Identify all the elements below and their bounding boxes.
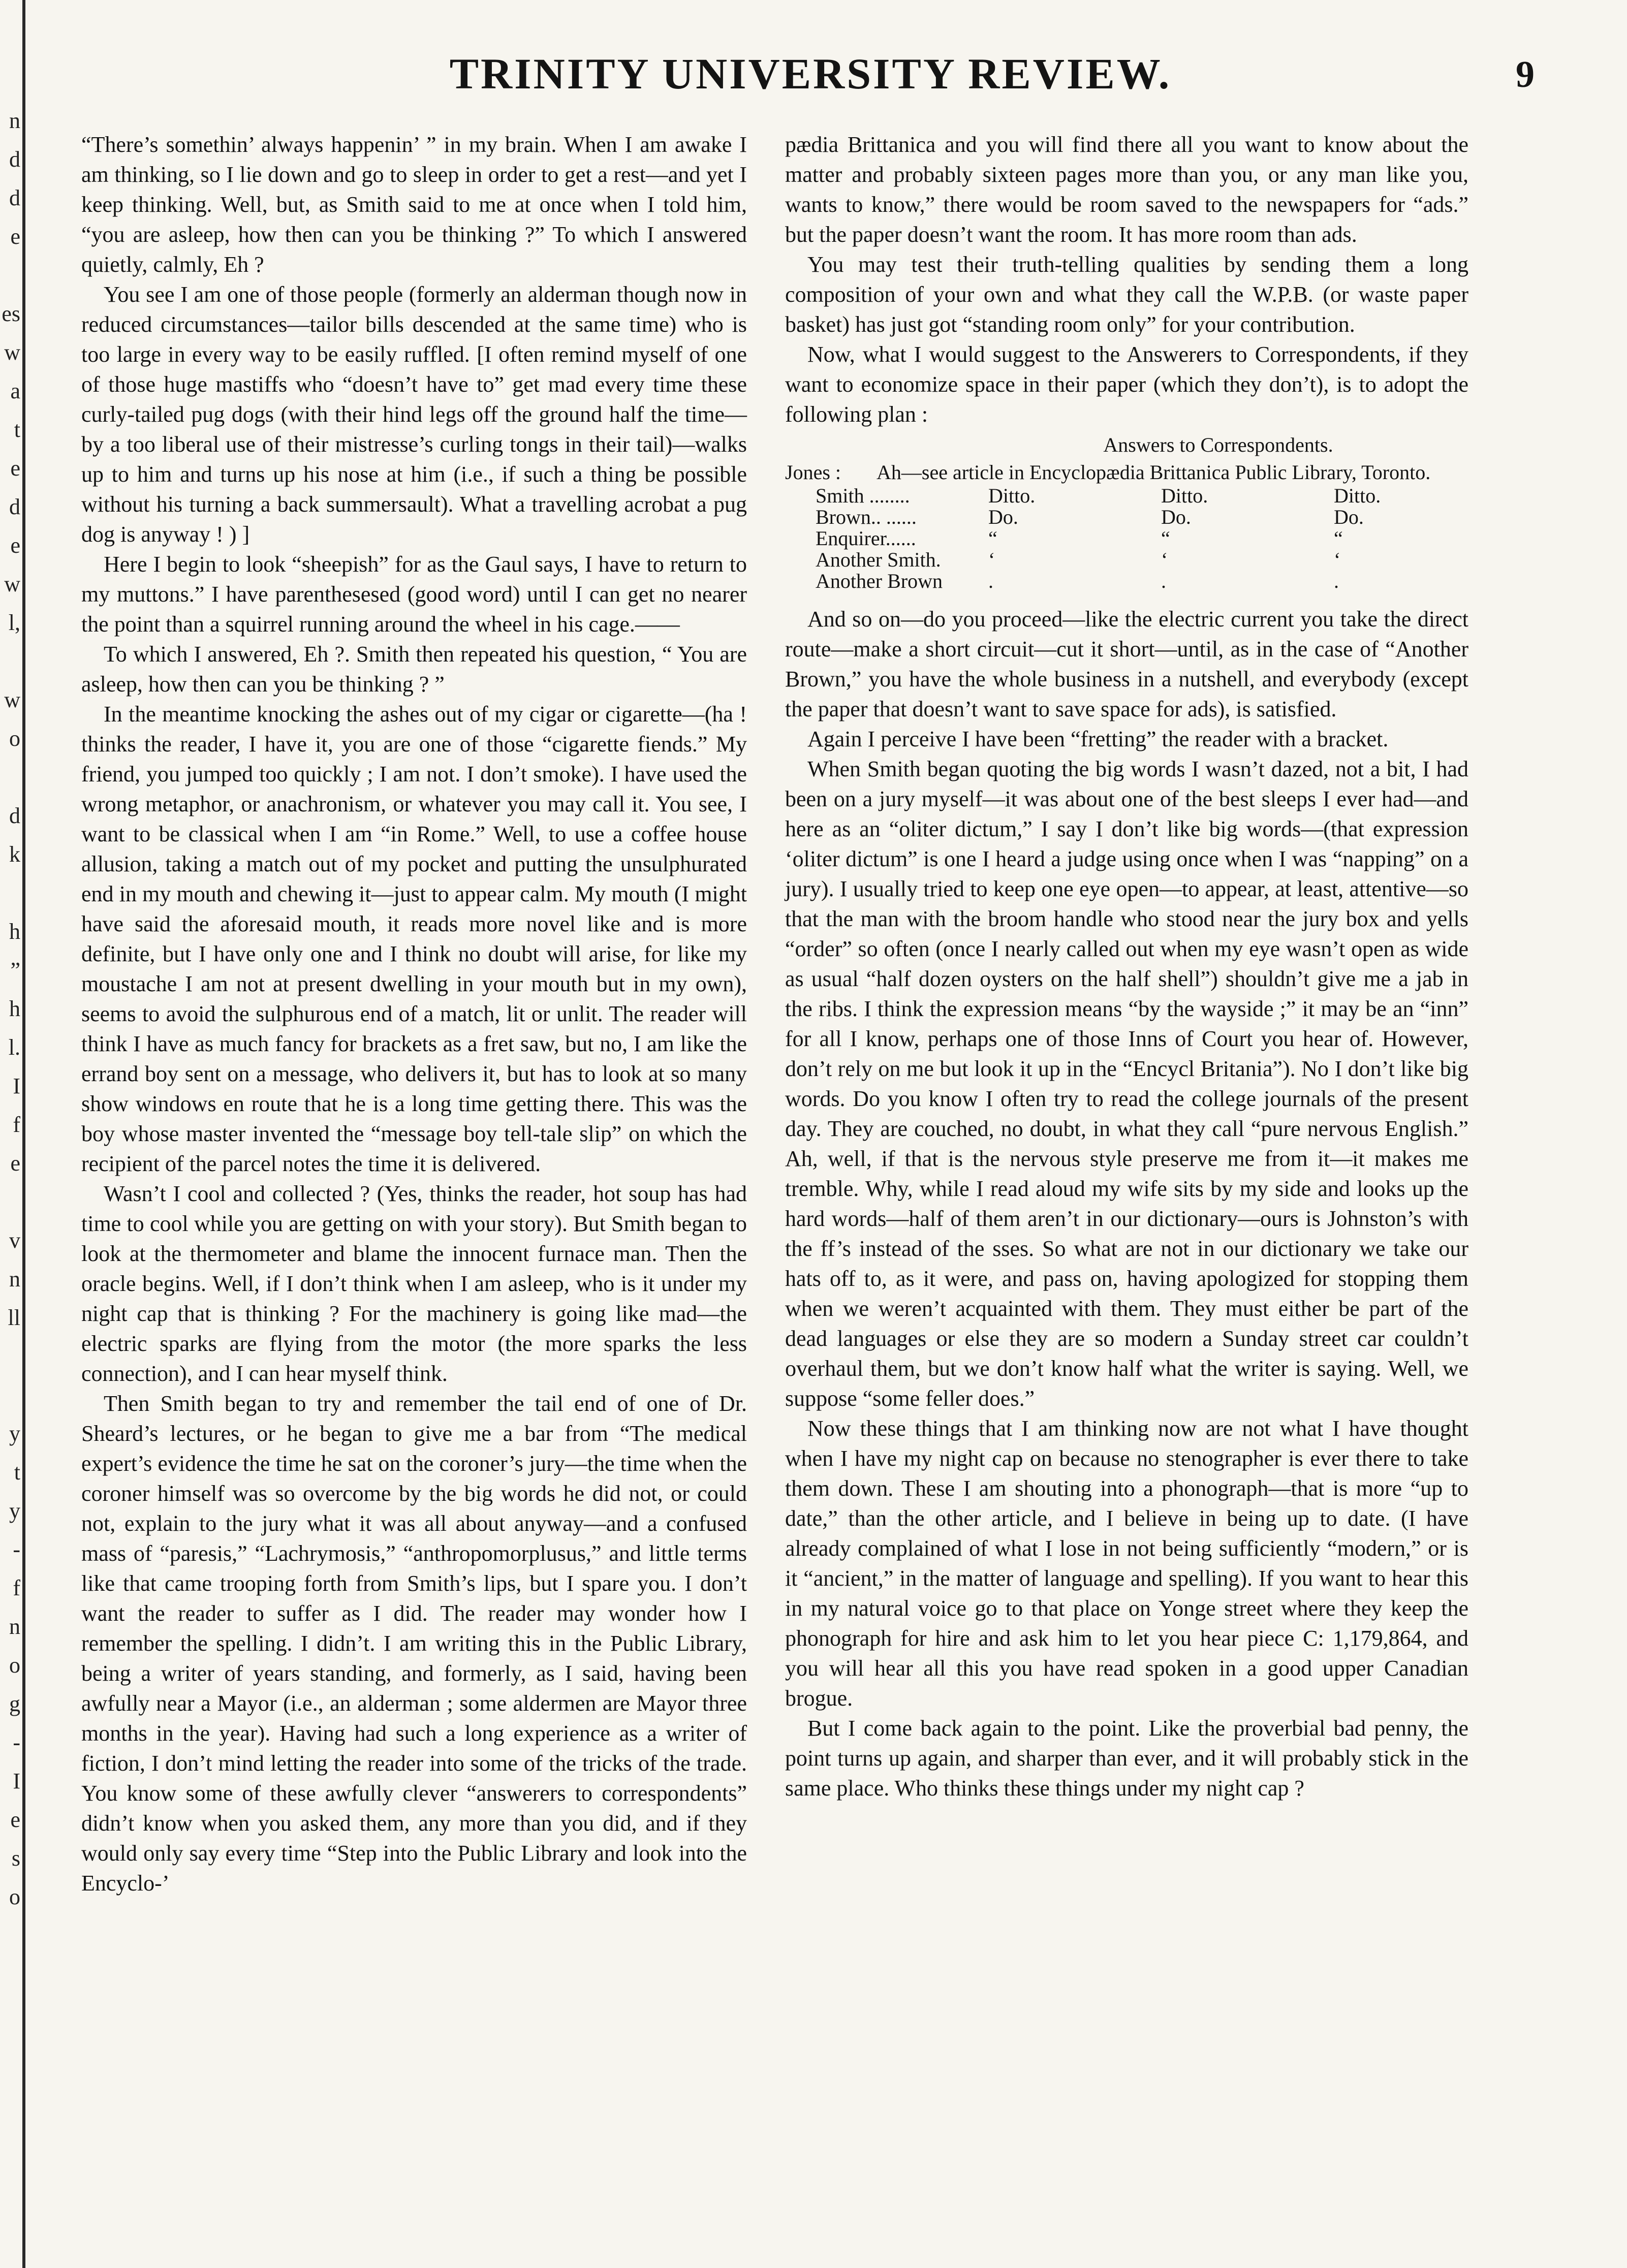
paragraph: To which I answered, Eh ?. Smith then repeated his question, “ You are asleep, how then can you be thinking ? ” — [81, 642, 747, 697]
answers-cell: “ — [988, 527, 997, 550]
right-column — [785, 130, 1468, 1803]
answers-cell: . — [1334, 570, 1339, 592]
answers-name: Smith ........ — [816, 484, 910, 507]
answers-cell: Ditto. — [1334, 484, 1381, 507]
answers-cell: . — [1161, 570, 1166, 592]
journal-title: TRINITY UNIVERSITY REVIEW. — [449, 49, 1172, 98]
gutter-shadow — [22, 0, 25, 2268]
bleed-fragment: k — [9, 842, 20, 867]
bleed-fragment: l. — [8, 1035, 20, 1060]
paragraph: Now these things that I am thinking now are not what I have thought when I have my night cap on because no stenographer is ever there to take them down. These I am shouting into a phonograph—that is more “up to date,” than the other article, and I believe in being up to date. (I have already complained of what I lose in not being sufficiently “modern,” or is it “ancient,” in the matter of language and spelling). If you want to hear this in my natural voice go to that place on Yonge street where they keep the phonograph for hire and ask him to let you hear piece C: 1,179,864, and you will hear all this you have read spoken in a good upper Canadian brogue. — [785, 1416, 1468, 1711]
bleed-fragment: d — [9, 494, 20, 519]
bleed-fragment: ” — [10, 958, 20, 983]
bleed-fragment — [0, 1376, 20, 1414]
answers-name: Brown.. ...... — [816, 506, 917, 528]
answers-name: Another Brown — [816, 570, 943, 592]
bleed-fragment: h — [9, 996, 20, 1021]
paragraph: Then Smith began to try and remember the tail end of one of Dr. Sheard’s lectures, or he began to give me a bar from “The medical expert’s evidence the time he sat on the coroner’s jury—the time when the coroner himself was so overcome by the big words he did not, or could not, explain to the jury what it was all about anyway—and a confused mass of “paresis,” “Lachrymosis,” “anthropomorplusus,” and little terms like that came trooping forth from Smith’s lips, but I spare you. I don’t want the reader to suffer as I did. The reader may wonder how I remember the spelling. I didn’t. I am writing this in the Public Library, being a writer of years standing, and formerly, as I said, having been awfully near a Mayor (i.e., an alderman ; some aldermen are Mayor three months in the year). Having had such a long experience as a writer of fiction, I don’t mind letting the reader into some of the tricks of the trade. You know some of these awfully clever “answerers to correspondents” didn’t know when you asked them, any more than you did, and if they would only say every time “Step into the Public Library and look into the Encyclo-’ — [81, 1391, 747, 1896]
bleed-fragment: n — [9, 108, 20, 133]
bleed-fragment: o — [9, 1653, 20, 1678]
answers-cell: ‘ — [988, 548, 995, 571]
answers-to-correspondents-block — [785, 432, 1468, 592]
bleed-fragment: e — [10, 456, 20, 481]
paragraph: But I come back again to the point. Like the proverbial bad penny, the point turns up again, and sharper than ever, and it will probably stick in the same place. Who thinks these things under my night cap ? — [785, 1716, 1468, 1801]
bleed-fragment: t — [14, 1460, 20, 1485]
bleed-fragment: I — [13, 1074, 20, 1098]
paragraph: In the meantime knocking the ashes out of my cigar or cigarette—(ha ! thinks the reader, I have it, you are one of those “cigarette fiends.” My friend, you jumped too quickly ; I am not. I don’t smoke). I have used the wrong metaphor, or anachronism, or whatever you may call it. You see, I want to be classical when I am “in Rome.” Well, to use a coffee house allusion, taking a match out of my pocket and putting the unsulphurated end in my mouth and chewing it—just to appear calm. My mouth (I might have said the aforesaid mouth, it reads more novel like and is more definite, but I have only one and I think no doubt will arise, for like my moustache I am not at present dwelling in your mouth but in my own), seems to avoid the sulphurous end of a match, lit or unlit. The reader will think I have as much fancy for brackets as a fret saw, but no, I am like the errand boy sent on a message, who delivers it, but has to look at so many show windows en route that he is a long time getting there. This was the boy whose master invented the “message boy tell-tale slip” on which the recipient of the parcel notes the time it is delivered. — [81, 702, 747, 1176]
answers-name: Another Smith. — [816, 548, 941, 571]
bleed-fragment: e — [10, 1807, 20, 1832]
bleed-fragment: - — [13, 1537, 20, 1562]
answers-cell: Do. — [988, 506, 1018, 528]
answers-row — [816, 571, 1381, 592]
bleed-fragment: y — [9, 1421, 20, 1446]
bleed-fragment: w — [4, 572, 20, 596]
paragraph: You may test their truth-telling qualities by sending them a long composition of your own and what they call the W.P.B. (or waste paper basket) has just got “standing room only” for your contribution. — [785, 252, 1468, 337]
paragraph: “There’s somethin’ always happenin’ ” in my brain. When I am awake I am thinking, so I lie down and go to sleep in order to get a rest—and yet I keep thinking. Well, but, as Smith said to me at once when I told him, “you are asleep, how then can you be thinking ?” To which I answered quietly, calmly, Eh ? — [81, 132, 747, 277]
bleed-fragment: e — [10, 1151, 20, 1176]
bleed-fragment — [0, 874, 20, 912]
bleed-fragment: I — [13, 1769, 20, 1793]
bleed-fragment: n — [9, 1614, 20, 1639]
page-number: 9 — [1516, 54, 1535, 96]
bleed-fragment: d — [9, 185, 20, 210]
left-column — [81, 130, 747, 1898]
answers-cell: Ditto. — [988, 484, 1036, 507]
bleed-fragment: l, — [8, 610, 20, 635]
bleed-fragment: f — [13, 1112, 20, 1137]
bleed-fragment: h — [9, 919, 20, 944]
bleed-fragment: ll — [8, 1305, 20, 1330]
bleed-fragment — [0, 1337, 20, 1376]
bleed-fragment: w — [4, 687, 20, 712]
page-header — [76, 48, 1545, 109]
answers-cell: . — [988, 570, 993, 592]
answers-row — [816, 528, 1381, 549]
bleed-fragment: d — [9, 147, 20, 172]
answers-cell: “ — [1334, 527, 1343, 550]
left-margin-bleed-text — [0, 102, 20, 1981]
paragraph: Wasn’t I cool and collected ? (Yes, thinks the reader, hot soup has had time to cool while you are getting on with your story). But Smith began to look at the thermometer and blame the innocent furnace man. Then the oracle begins. Well, if I don’t think when I am asleep, who is it under my night cap that is thinking ? For the machinery is going like mad—the electric sparks are flying from the motor (the more sparks the less connection), and I can hear myself think. — [81, 1181, 747, 1386]
answers-row — [816, 507, 1381, 528]
bleed-fragment: e — [10, 533, 20, 558]
bleed-fragment — [0, 1183, 20, 1221]
answers-cell: Do. — [1161, 506, 1191, 528]
bleed-fragment: v — [9, 1228, 20, 1253]
bleed-fragment — [0, 256, 20, 295]
bleed-fragment: w — [4, 340, 20, 365]
paragraph: When Smith began quoting the big words I wasn’t dazed, not a bit, I had been on a jury myself—it was about one of the best sleeps I ever had—and here as an “oliter dictum,” I say I don’t like big words—(that expression ‘oliter dictum” is one I heard a judge using once when I was “napping” on a jury). I usually tried to keep one eye open—to appear, at least, attentive—so that the man with the broom handle who stood near the jury box and yells “order” so often (once I nearly called out when my eye wasn’t open as wide as usual “half dozen oysters on the half shell”) shouldn’t give me a jab in the ribs. I think the expression means “by the wayside ;” it may be an “inn” for all I know, perhaps one of those Inns of Court you hear of. However, don’t rely on me but look it up in the “Encycl Britania”). No I don’t like big words. Do you know I often try to read the college journals of the present day. They are couched, no doubt, in what they call “pure nervous English.” Ah, well, if that is the nervous style preserve me from it—it makes me tremble. Why, while I read aloud my wife sits by my side and looks up the hard words—half of them aren’t in our dictionary—ours is Johnston’s with the ff’s instead of the sses. So what are not in our dictionary we take our hats off to, as it were, and pass on, having apologized for stopping them when we weren’t acquainted with them. They must either be part of the dead languages or else they are so modern a Sunday street car couldn’t overhaul them, but we don’t know half what the writer is saying. Well, we suppose “some feller does.” — [785, 757, 1468, 1411]
bleed-fragment: g — [9, 1691, 20, 1716]
answers-jones-text: Ah—see article in Encyclopædia Brittanica Public Library, Toronto. — [877, 461, 1431, 484]
bleed-fragment: es — [2, 301, 20, 326]
answers-row — [816, 549, 1381, 571]
answers-cell: Do. — [1334, 506, 1364, 528]
answers-jones-row — [785, 460, 1468, 485]
bleed-fragment: d — [9, 803, 20, 828]
answers-row — [816, 485, 1381, 507]
paragraph: Now, what I would suggest to the Answerers to Correspondents, if they want to economize space in their paper (which they don’t), is to adopt the following plan : — [785, 342, 1468, 427]
bleed-fragment: a — [10, 379, 20, 403]
bleed-fragment: y — [9, 1498, 20, 1523]
bleed-fragment — [0, 642, 20, 681]
answers-table — [816, 485, 1381, 592]
answers-cell: “ — [1161, 527, 1170, 550]
bleed-fragment: - — [13, 1730, 20, 1755]
answers-name: Enquirer...... — [816, 527, 916, 550]
bleed-fragment: n — [9, 1267, 20, 1292]
paragraph: And so on—do you proceed—like the electric current you take the direct route—make a short circuit—cut it short—until, as in the case of “Another Brown,” you have the whole business in a nutshell, and everybody (except the paper that doesn’t want to save space for ads), is satisfied. — [785, 607, 1468, 721]
bleed-fragment: e — [10, 224, 20, 249]
answers-jones-name: Jones : — [785, 461, 841, 484]
paragraph: Here I begin to look “sheepish” for as the Gaul says, I have to return to my muttons.” I have parenthesesed (good word) until I can get no nearer the point than a squirrel running around the wheel in his cage.—— — [81, 552, 747, 637]
bleed-fragment — [0, 758, 20, 797]
answers-cell: ‘ — [1161, 548, 1168, 571]
answers-cell: Ditto. — [1161, 484, 1208, 507]
paragraph: Again I perceive I have been “fretting” the reader with a bracket. — [807, 727, 1389, 751]
answers-cell: ‘ — [1334, 548, 1341, 571]
bleed-fragment: t — [14, 417, 20, 442]
bleed-fragment: o — [9, 726, 20, 751]
bleed-fragment: s — [11, 1846, 20, 1871]
paragraph: You see I am one of those people (formerly an alderman though now in reduced circumstances—tailor bills descended at the same time) who is too large in every way to be easily ruffled. [I often remind myself of one of those huge mastiffs who “doesn’t have to” get mad every time these curly-tailed pug dogs (with their hind legs off the ground half the time—by a too liberal use of their mistresse’s curling tongs in their tail)—walks up to him and turns up his nose at him (i.e., if such a thing be possible without his turning a back summersault). What a travelling acrobat a pug dog is anyway ! ) ] — [81, 282, 747, 547]
bleed-fragment: o — [9, 1884, 20, 1909]
answers-title: Answers to Correspondents. — [1103, 433, 1333, 456]
paragraph: pædia Brittanica and you will find there all you want to know about the matter and probably sixteen pages more than you, or any man like you, wants to know,” there would be room saved to the newspapers for “ads.” but the paper doesn’t want the room. It has more room than ads. — [785, 132, 1468, 247]
bleed-fragment: f — [13, 1576, 20, 1600]
